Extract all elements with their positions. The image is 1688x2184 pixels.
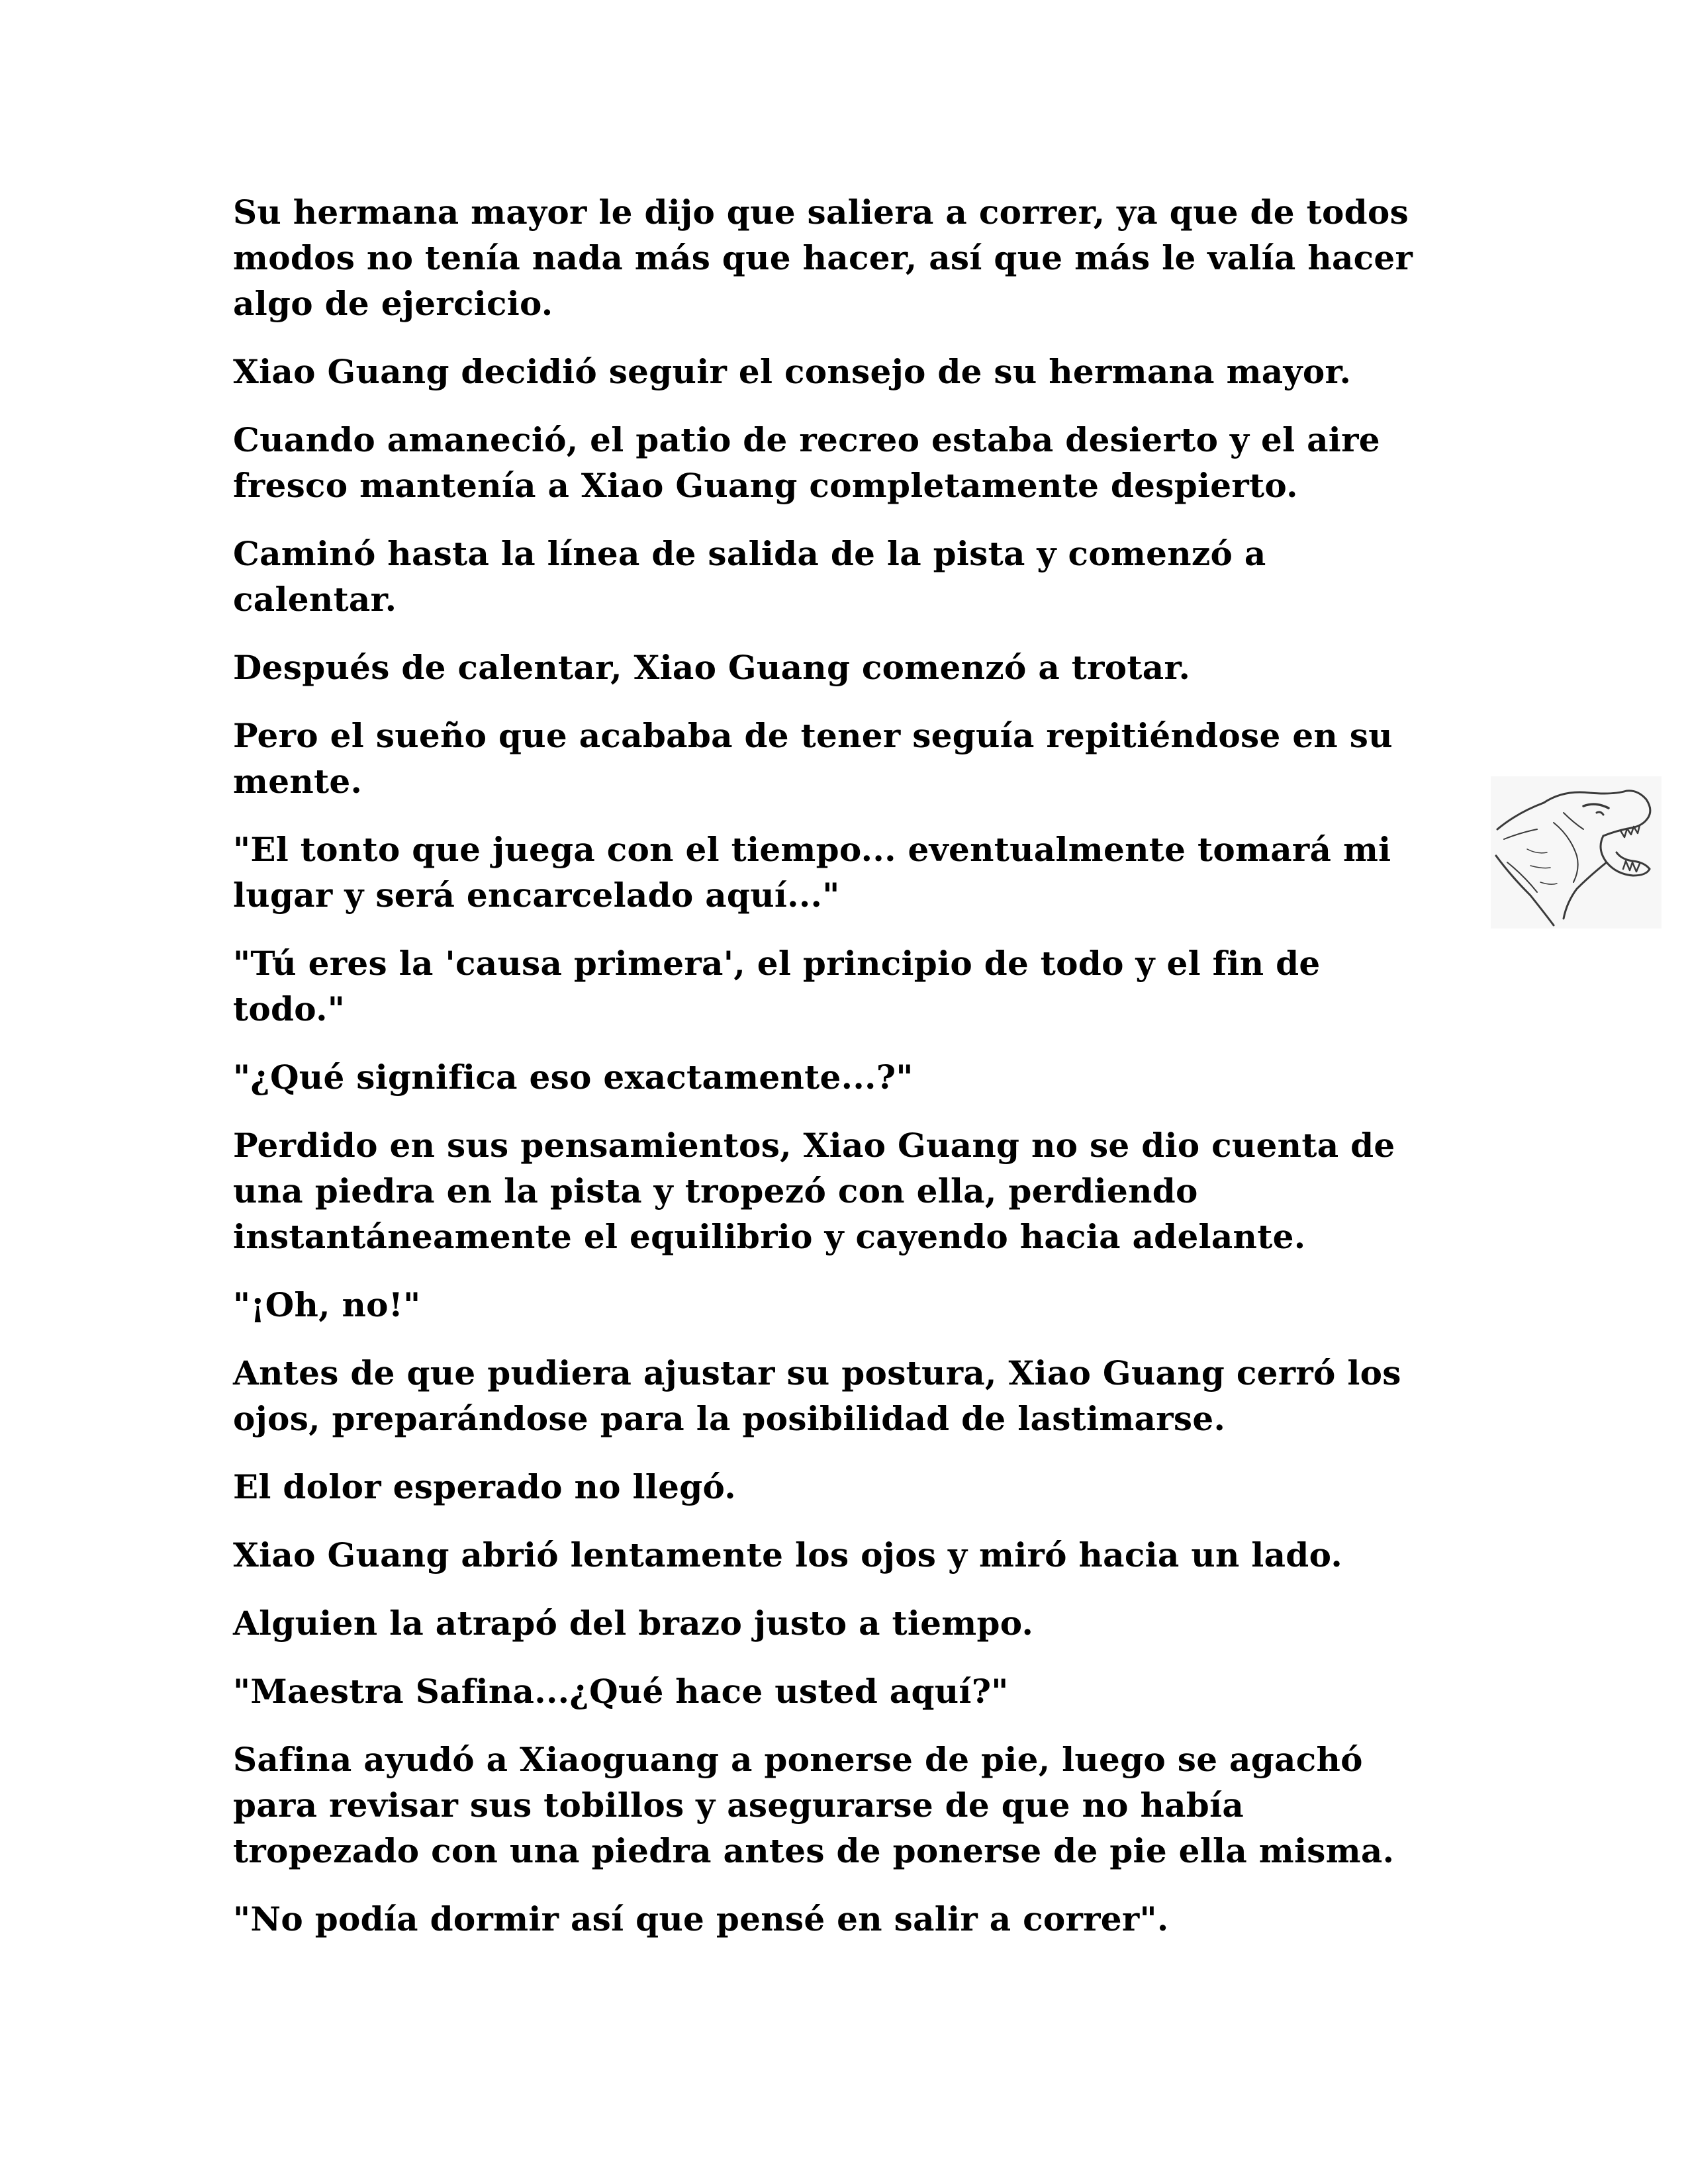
paragraph: Su hermana mayor le dijo que saliera a correr, ya que de todos modos no tenía nada más que hacer, así que más le valía hacer algo de ejercicio. xyxy=(233,193,1413,323)
paragraph: "El tonto que juega con el tiempo... eventualmente tomará mi lugar y será encarcelado aquí..." xyxy=(233,830,1391,915)
paragraph: El dolor esperado no llegó. xyxy=(233,1467,736,1506)
paragraph: Cuando amaneció, el patio de recreo estaba desierto y el aire fresco mantenía a Xiao Guang completamente despierto. xyxy=(233,420,1380,505)
paragraph: Safina ayudó a Xiaoguang a ponerse de pie, luego se agachó para revisar sus tobillos y asegurarse de que no había tropezado con una piedra antes de ponerse de pie ella misma. xyxy=(233,1740,1395,1870)
story-text xyxy=(233,189,1464,1964)
paragraph: "¡Oh, no!" xyxy=(233,1285,421,1324)
paragraph: "No podía dormir así que pensé en salir a correr". xyxy=(233,1899,1169,1938)
paragraph: Alguien la atrapó del brazo justo a tiempo. xyxy=(233,1604,1034,1643)
paragraph: Después de calentar, Xiao Guang comenzó a trotar. xyxy=(233,648,1191,687)
paragraph: Pero el sueño que acababa de tener seguía repitiéndose en su mente. xyxy=(233,716,1393,801)
paragraph: "Maestra Safina...¿Qué hace usted aquí?" xyxy=(233,1672,1009,1711)
dinosaur-sketch-icon xyxy=(1491,776,1662,929)
paragraph: Perdido en sus pensamientos, Xiao Guang no se dio cuenta de una piedra en la pista y tropezó con ella, perdiendo instantáneamente el equilibrio y cayendo hacia adelante. xyxy=(233,1126,1395,1256)
paragraph: Caminó hasta la línea de salida de la pista y comenzó a calentar. xyxy=(233,534,1266,619)
paragraph: Antes de que pudiera ajustar su postura, Xiao Guang cerró los ojos, preparándose para la posibilidad de lastimarse. xyxy=(233,1353,1401,1438)
paragraph: Xiao Guang abrió lentamente los ojos y miró hacia un lado. xyxy=(233,1535,1343,1574)
paragraph: Xiao Guang decidió seguir el consejo de su hermana mayor. xyxy=(233,352,1352,391)
paragraph: "Tú eres la 'causa primera', el principio de todo y el fin de todo." xyxy=(233,944,1321,1028)
paragraph: "¿Qué significa eso exactamente...?" xyxy=(233,1058,914,1097)
